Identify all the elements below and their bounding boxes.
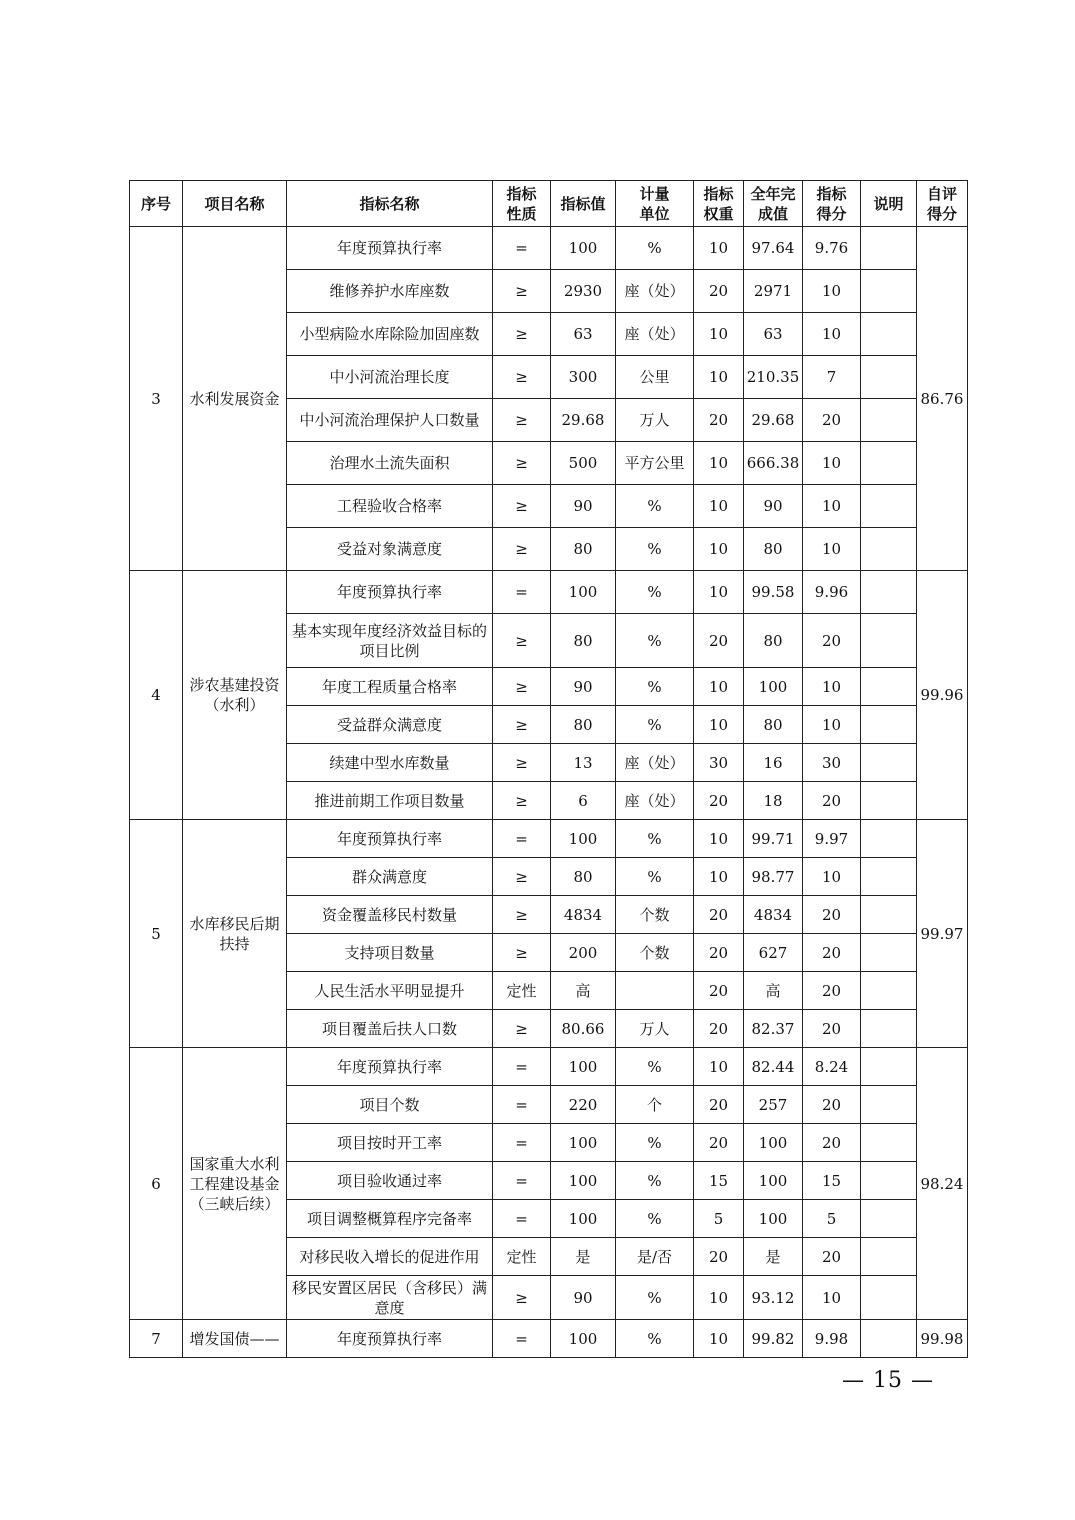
- actual-value-cell: 80: [744, 706, 803, 744]
- actual-value-cell: 257: [744, 1086, 803, 1124]
- indicator-nature-cell: =: [493, 227, 551, 270]
- note-cell: [861, 1086, 917, 1124]
- indicator-name-cell: 项目调整概算程序完备率: [287, 1200, 493, 1238]
- note-cell: [861, 313, 917, 356]
- self-eval-score-cell: 99.97: [917, 820, 968, 1048]
- indicator-score-cell: 20: [803, 782, 861, 820]
- indicator-name-cell: 年度预算执行率: [287, 227, 493, 270]
- seq-cell: 4: [130, 571, 183, 820]
- note-cell: [861, 356, 917, 399]
- indicator-name-cell: 中小河流治理保护人口数量: [287, 399, 493, 442]
- indicator-nature-cell: =: [493, 1162, 551, 1200]
- indicator-score-cell: 15: [803, 1162, 861, 1200]
- self-eval-score-cell: 86.76: [917, 227, 968, 571]
- column-header: 全年完 成值: [744, 181, 803, 227]
- note-cell: [861, 668, 917, 706]
- table-header-row: [130, 181, 968, 227]
- indicator-score-cell: 7: [803, 356, 861, 399]
- actual-value-cell: 99.58: [744, 571, 803, 614]
- indicator-name-cell: 年度预算执行率: [287, 1320, 493, 1358]
- column-header: 指标值: [551, 181, 616, 227]
- indicator-score-cell: 10: [803, 668, 861, 706]
- note-cell: [861, 782, 917, 820]
- unit-cell: 平方公里: [616, 442, 694, 485]
- target-value-cell: 80: [551, 706, 616, 744]
- weight-cell: 5: [694, 1200, 744, 1238]
- indicator-nature-cell: =: [493, 1124, 551, 1162]
- unit-cell: %: [616, 668, 694, 706]
- target-value-cell: 90: [551, 1276, 616, 1320]
- indicator-nature-cell: ≥: [493, 1276, 551, 1320]
- target-value-cell: 80: [551, 614, 616, 668]
- target-value-cell: 300: [551, 356, 616, 399]
- actual-value-cell: 98.77: [744, 858, 803, 896]
- note-cell: [861, 1124, 917, 1162]
- target-value-cell: 100: [551, 227, 616, 270]
- indicator-score-cell: 20: [803, 972, 861, 1010]
- indicator-name-cell: 资金覆盖移民村数量: [287, 896, 493, 934]
- target-value-cell: 100: [551, 1048, 616, 1086]
- unit-cell: 个: [616, 1086, 694, 1124]
- target-value-cell: 100: [551, 1124, 616, 1162]
- seq-cell: 5: [130, 820, 183, 1048]
- indicator-nature-cell: =: [493, 1200, 551, 1238]
- indicator-score-cell: 20: [803, 614, 861, 668]
- actual-value-cell: 2971: [744, 270, 803, 313]
- indicator-nature-cell: 定性: [493, 1238, 551, 1276]
- unit-cell: %: [616, 1276, 694, 1320]
- weight-cell: 10: [694, 356, 744, 399]
- indicator-name-cell: 项目覆盖后扶人口数: [287, 1010, 493, 1048]
- weight-cell: 20: [694, 782, 744, 820]
- target-value-cell: 13: [551, 744, 616, 782]
- table-row: [130, 1320, 968, 1358]
- column-header: 自评 得分: [917, 181, 968, 227]
- column-header: 项目名称: [183, 181, 287, 227]
- target-value-cell: 500: [551, 442, 616, 485]
- indicator-score-cell: 30: [803, 744, 861, 782]
- unit-cell: %: [616, 1162, 694, 1200]
- target-value-cell: 100: [551, 820, 616, 858]
- weight-cell: 10: [694, 1276, 744, 1320]
- unit-cell: 座（处）: [616, 744, 694, 782]
- indicator-name-cell: 中小河流治理长度: [287, 356, 493, 399]
- column-header: 指标名称: [287, 181, 493, 227]
- target-value-cell: 100: [551, 1200, 616, 1238]
- performance-table: [129, 180, 968, 1358]
- weight-cell: 10: [694, 313, 744, 356]
- indicator-nature-cell: ≥: [493, 1010, 551, 1048]
- unit-cell: %: [616, 706, 694, 744]
- weight-cell: 10: [694, 442, 744, 485]
- weight-cell: 10: [694, 571, 744, 614]
- weight-cell: 10: [694, 858, 744, 896]
- indicator-name-cell: 支持项目数量: [287, 934, 493, 972]
- actual-value-cell: 80: [744, 614, 803, 668]
- weight-cell: 20: [694, 1124, 744, 1162]
- actual-value-cell: 90: [744, 485, 803, 528]
- note-cell: [861, 442, 917, 485]
- column-header: 指标 权重: [694, 181, 744, 227]
- indicator-score-cell: 9.96: [803, 571, 861, 614]
- actual-value-cell: 4834: [744, 896, 803, 934]
- note-cell: [861, 614, 917, 668]
- unit-cell: 公里: [616, 356, 694, 399]
- note-cell: [861, 399, 917, 442]
- note-cell: [861, 528, 917, 571]
- unit-cell: 个数: [616, 934, 694, 972]
- target-value-cell: 100: [551, 571, 616, 614]
- indicator-score-cell: 10: [803, 858, 861, 896]
- actual-value-cell: 82.44: [744, 1048, 803, 1086]
- actual-value-cell: 97.64: [744, 227, 803, 270]
- indicator-nature-cell: ≥: [493, 399, 551, 442]
- weight-cell: 10: [694, 706, 744, 744]
- actual-value-cell: 666.38: [744, 442, 803, 485]
- table-row: [130, 571, 968, 614]
- weight-cell: 10: [694, 1320, 744, 1358]
- actual-value-cell: 82.37: [744, 1010, 803, 1048]
- column-header: 指标 性质: [493, 181, 551, 227]
- indicator-name-cell: 年度工程质量合格率: [287, 668, 493, 706]
- seq-cell: 3: [130, 227, 183, 571]
- target-value-cell: 是: [551, 1238, 616, 1276]
- indicator-nature-cell: ≥: [493, 782, 551, 820]
- actual-value-cell: 63: [744, 313, 803, 356]
- note-cell: [861, 1048, 917, 1086]
- actual-value-cell: 80: [744, 528, 803, 571]
- unit-cell: %: [616, 528, 694, 571]
- actual-value-cell: 是: [744, 1238, 803, 1276]
- indicator-name-cell: 对移民收入增长的促进作用: [287, 1238, 493, 1276]
- weight-cell: 10: [694, 528, 744, 571]
- actual-value-cell: 93.12: [744, 1276, 803, 1320]
- indicator-score-cell: 8.24: [803, 1048, 861, 1086]
- project-name-cell: 国家重大水利工程建设基金（三峡后续）: [183, 1048, 287, 1320]
- note-cell: [861, 1200, 917, 1238]
- indicator-score-cell: 20: [803, 1124, 861, 1162]
- note-cell: [861, 1276, 917, 1320]
- indicator-nature-cell: ≥: [493, 858, 551, 896]
- target-value-cell: 80: [551, 528, 616, 571]
- indicator-score-cell: 5: [803, 1200, 861, 1238]
- unit-cell: %: [616, 485, 694, 528]
- indicator-nature-cell: 定性: [493, 972, 551, 1010]
- unit-cell: %: [616, 227, 694, 270]
- unit-cell: 万人: [616, 399, 694, 442]
- note-cell: [861, 858, 917, 896]
- unit-cell: %: [616, 614, 694, 668]
- weight-cell: 20: [694, 1010, 744, 1048]
- actual-value-cell: 29.68: [744, 399, 803, 442]
- indicator-nature-cell: ≥: [493, 706, 551, 744]
- table-body: [130, 227, 968, 1358]
- indicator-score-cell: 10: [803, 528, 861, 571]
- column-header: 计量 单位: [616, 181, 694, 227]
- indicator-score-cell: 20: [803, 934, 861, 972]
- indicator-nature-cell: =: [493, 820, 551, 858]
- target-value-cell: 90: [551, 668, 616, 706]
- self-eval-score-cell: 99.98: [917, 1320, 968, 1358]
- indicator-name-cell: 受益群众满意度: [287, 706, 493, 744]
- indicator-name-cell: 维修养护水库座数: [287, 270, 493, 313]
- column-header: 指标 得分: [803, 181, 861, 227]
- self-eval-score-cell: 99.96: [917, 571, 968, 820]
- project-name-cell: 水利发展资金: [183, 227, 287, 571]
- weight-cell: 20: [694, 972, 744, 1010]
- indicator-name-cell: 年度预算执行率: [287, 820, 493, 858]
- unit-cell: [616, 972, 694, 1010]
- unit-cell: %: [616, 1200, 694, 1238]
- note-cell: [861, 706, 917, 744]
- actual-value-cell: 100: [744, 668, 803, 706]
- actual-value-cell: 627: [744, 934, 803, 972]
- indicator-nature-cell: ≥: [493, 442, 551, 485]
- unit-cell: 个数: [616, 896, 694, 934]
- weight-cell: 20: [694, 614, 744, 668]
- unit-cell: %: [616, 1124, 694, 1162]
- target-value-cell: 200: [551, 934, 616, 972]
- weight-cell: 20: [694, 1238, 744, 1276]
- actual-value-cell: 99.71: [744, 820, 803, 858]
- indicator-name-cell: 续建中型水库数量: [287, 744, 493, 782]
- column-header: 序号: [130, 181, 183, 227]
- target-value-cell: 29.68: [551, 399, 616, 442]
- indicator-name-cell: 年度预算执行率: [287, 1048, 493, 1086]
- target-value-cell: 4834: [551, 896, 616, 934]
- target-value-cell: 63: [551, 313, 616, 356]
- unit-cell: %: [616, 858, 694, 896]
- indicator-name-cell: 治理水土流失面积: [287, 442, 493, 485]
- indicator-score-cell: 10: [803, 442, 861, 485]
- actual-value-cell: 100: [744, 1124, 803, 1162]
- indicator-score-cell: 10: [803, 313, 861, 356]
- table-row: [130, 820, 968, 858]
- indicator-nature-cell: ≥: [493, 270, 551, 313]
- indicator-nature-cell: ≥: [493, 485, 551, 528]
- indicator-nature-cell: ≥: [493, 614, 551, 668]
- note-cell: [861, 1162, 917, 1200]
- indicator-score-cell: 9.97: [803, 820, 861, 858]
- indicator-nature-cell: =: [493, 571, 551, 614]
- note-cell: [861, 1238, 917, 1276]
- target-value-cell: 2930: [551, 270, 616, 313]
- indicator-nature-cell: ≥: [493, 896, 551, 934]
- seq-cell: 6: [130, 1048, 183, 1320]
- note-cell: [861, 744, 917, 782]
- indicator-score-cell: 10: [803, 706, 861, 744]
- indicator-name-cell: 推进前期工作项目数量: [287, 782, 493, 820]
- indicator-score-cell: 10: [803, 485, 861, 528]
- weight-cell: 10: [694, 668, 744, 706]
- indicator-score-cell: 20: [803, 1086, 861, 1124]
- indicator-name-cell: 人民生活水平明显提升: [287, 972, 493, 1010]
- indicator-nature-cell: ≥: [493, 528, 551, 571]
- project-name-cell: 增发国债——: [183, 1320, 287, 1358]
- indicator-name-cell: 受益对象满意度: [287, 528, 493, 571]
- note-cell: [861, 571, 917, 614]
- unit-cell: 是/否: [616, 1238, 694, 1276]
- weight-cell: 15: [694, 1162, 744, 1200]
- column-header: 说明: [861, 181, 917, 227]
- note-cell: [861, 896, 917, 934]
- indicator-nature-cell: ≥: [493, 313, 551, 356]
- indicator-score-cell: 20: [803, 896, 861, 934]
- target-value-cell: 高: [551, 972, 616, 1010]
- indicator-nature-cell: ≥: [493, 744, 551, 782]
- note-cell: [861, 227, 917, 270]
- actual-value-cell: 100: [744, 1162, 803, 1200]
- indicator-name-cell: 群众满意度: [287, 858, 493, 896]
- note-cell: [861, 972, 917, 1010]
- unit-cell: %: [616, 571, 694, 614]
- self-eval-score-cell: 98.24: [917, 1048, 968, 1320]
- indicator-name-cell: 项目按时开工率: [287, 1124, 493, 1162]
- actual-value-cell: 16: [744, 744, 803, 782]
- note-cell: [861, 1320, 917, 1358]
- actual-value-cell: 99.82: [744, 1320, 803, 1358]
- weight-cell: 10: [694, 1048, 744, 1086]
- note-cell: [861, 485, 917, 528]
- weight-cell: 20: [694, 896, 744, 934]
- weight-cell: 10: [694, 820, 744, 858]
- actual-value-cell: 高: [744, 972, 803, 1010]
- weight-cell: 20: [694, 270, 744, 313]
- indicator-name-cell: 项目个数: [287, 1086, 493, 1124]
- target-value-cell: 90: [551, 485, 616, 528]
- target-value-cell: 100: [551, 1320, 616, 1358]
- indicator-score-cell: 9.98: [803, 1320, 861, 1358]
- indicator-score-cell: 9.76: [803, 227, 861, 270]
- indicator-nature-cell: =: [493, 1320, 551, 1358]
- indicator-name-cell: 工程验收合格率: [287, 485, 493, 528]
- actual-value-cell: 100: [744, 1200, 803, 1238]
- project-name-cell: 水库移民后期扶持: [183, 820, 287, 1048]
- seq-cell: 7: [130, 1320, 183, 1358]
- indicator-name-cell: 年度预算执行率: [287, 571, 493, 614]
- weight-cell: 20: [694, 934, 744, 972]
- unit-cell: 座（处）: [616, 782, 694, 820]
- weight-cell: 10: [694, 227, 744, 270]
- unit-cell: 座（处）: [616, 313, 694, 356]
- weight-cell: 20: [694, 399, 744, 442]
- indicator-score-cell: 20: [803, 399, 861, 442]
- unit-cell: %: [616, 1320, 694, 1358]
- indicator-nature-cell: ≥: [493, 356, 551, 399]
- indicator-score-cell: 20: [803, 1238, 861, 1276]
- unit-cell: %: [616, 1048, 694, 1086]
- indicator-name-cell: 移民安置区居民（含移民）满意度: [287, 1276, 493, 1320]
- table-row: [130, 1048, 968, 1086]
- note-cell: [861, 820, 917, 858]
- indicator-score-cell: 10: [803, 1276, 861, 1320]
- indicator-nature-cell: ≥: [493, 934, 551, 972]
- note-cell: [861, 1010, 917, 1048]
- indicator-nature-cell: =: [493, 1048, 551, 1086]
- indicator-nature-cell: =: [493, 1086, 551, 1124]
- indicator-nature-cell: ≥: [493, 668, 551, 706]
- project-name-cell: 涉农基建投资（水利）: [183, 571, 287, 820]
- target-value-cell: 100: [551, 1162, 616, 1200]
- indicator-name-cell: 小型病险水库除险加固座数: [287, 313, 493, 356]
- target-value-cell: 6: [551, 782, 616, 820]
- table-row: [130, 227, 968, 270]
- weight-cell: 20: [694, 1086, 744, 1124]
- actual-value-cell: 210.35: [744, 356, 803, 399]
- unit-cell: %: [616, 820, 694, 858]
- unit-cell: 万人: [616, 1010, 694, 1048]
- target-value-cell: 80: [551, 858, 616, 896]
- indicator-name-cell: 项目验收通过率: [287, 1162, 493, 1200]
- weight-cell: 10: [694, 485, 744, 528]
- target-value-cell: 80.66: [551, 1010, 616, 1048]
- note-cell: [861, 270, 917, 313]
- target-value-cell: 220: [551, 1086, 616, 1124]
- indicator-score-cell: 10: [803, 270, 861, 313]
- indicator-score-cell: 20: [803, 1010, 861, 1048]
- actual-value-cell: 18: [744, 782, 803, 820]
- note-cell: [861, 934, 917, 972]
- indicator-name-cell: 基本实现年度经济效益目标的项目比例: [287, 614, 493, 668]
- page-number: — 15 —: [842, 1368, 934, 1393]
- weight-cell: 30: [694, 744, 744, 782]
- unit-cell: 座（处）: [616, 270, 694, 313]
